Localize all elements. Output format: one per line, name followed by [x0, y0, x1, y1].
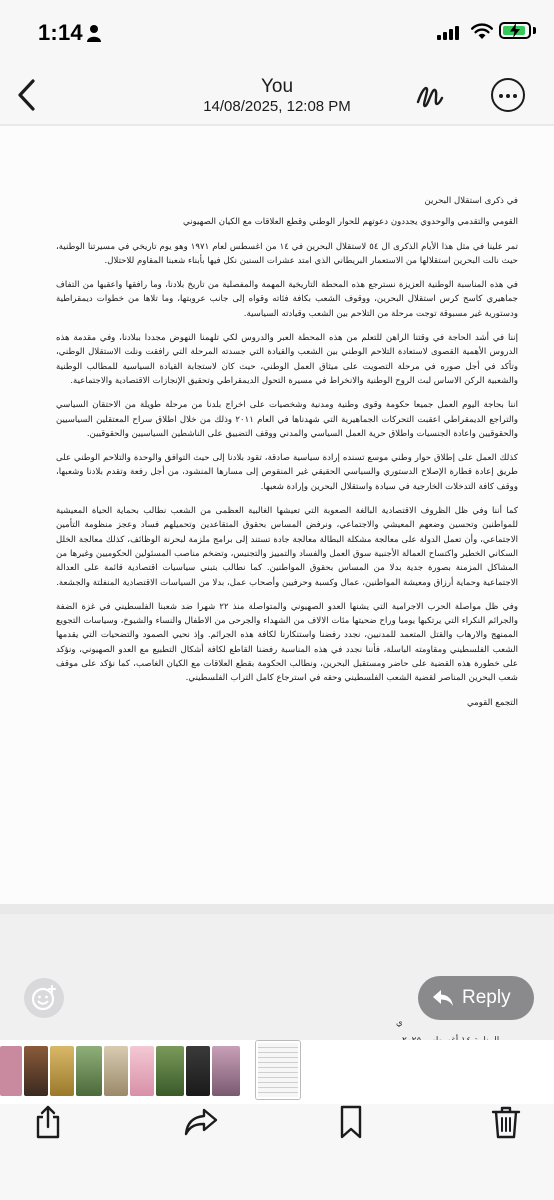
person-icon	[86, 24, 102, 42]
sender-name: You	[260, 76, 294, 97]
paragraph: وفي ظل مواصلة الحرب الاجرامية التي يشنها العدو الصهيوني والمتواصلة منذ ٢٢ شهرا ضد شعبنا الفلسطيني في غزة الضفة والجرائم النكراء التي يرتكبها يوميا وراح ضحيتها مئات الالاف من الشهداء والجرحى من الاطفال والنساء والشيوخ، وسياسات التجويع الممنهج والارهاب والقتل المتعمد للمدنيين، نجدد رفضنا واستنكارنا لكافة هذه الجرائم. وإذ نحيي الصمود والتضحيات التي يقدمها الشعب الفلسطيني ومقاومته الباسلة، فأننا نجدد في هذه المناسبة رفضنا القاطع لكافة أشكال التطبيع مع العدو الصهيوني، ونؤكد على خطورة هذه القضية على حاضر ومستقبل البحرين، ونطالب الحكومة بقطع العلاقات مع الكيان الغاصب، كما نؤكد على موقف شعب البحرين المناصر لقضية الشعب الفلسطيني وحقه في استرجاع كامل التراب الفلسطيني.	[56, 601, 519, 684]
status-time: 1:14	[38, 20, 83, 45]
document-page	[0, 126, 554, 904]
thumbnail[interactable]	[50, 1046, 74, 1096]
thumbnail[interactable]	[0, 1046, 22, 1096]
add-reaction-icon	[24, 978, 64, 1018]
paragraph: كما أننا وفي ظل الظروف الاقتصادية البالغة الصعوبة التي تعيشها الغالبية العظمى من الشعب نطالب بحماية الحياة المعيشية للمواطنين وتحسين وضعهم المعيشي والاجتماعي، ونرفض المساس بحقوق المتقاعدين وتحميلهم فساد وعجز منظومة التأمين الاجتماعي، وأن تعمل الدولة على معالجة مشكلة البطالة معالجة جادة تستند إلى برامج ملزمة لبحرنة الوظائف، كذلك معالجة الخلل السكاني الخطير واكتساح العمالة الأجنبية سوق العمل والفساد والتمييز والتجنيس، وتضخم مناصب المسئولين الحكوميين وغيرها من المشاكل المزمنة بصورة جدية بدلا من المساس بحقوق المواطنين. كما نطالب بتبني سياسيات اقتصادية قائمة على العدالة الاجتماعية وحماية أرزاق ومعيشة المواطنين، عمال وكسبة وحرفيين وأصحاب عمل، بدلا من السياسات الاقتصادية المنفلتة والجشعة.	[56, 506, 518, 588]
add-reaction-button[interactable]	[24, 978, 64, 1018]
nav-header	[0, 66, 554, 124]
letter-signature: التجمع القومي	[467, 697, 518, 708]
charging-bolt-icon	[508, 23, 522, 38]
thumbnail-selected[interactable]	[256, 1041, 300, 1099]
paragraph: تمر علينا في مثل هذا الأيام الذكرى ال ٥٤ لاستقلال البحرين في ١٤ من اغسطس لعام ١٩٧١ وهو يوم تاريخي في مسيرتنا الوطنية، حيث نالت البحرين استقلالها من الاستعمار البريطاني الذي امتد عشرات السنين نكل فيها بأبناء شعبنا المقاوم للاحتلال.	[56, 241, 518, 266]
thumbnail[interactable]	[212, 1046, 240, 1096]
letter-heading: في ذكرى استقلال البحرين	[424, 196, 518, 206]
paragraph: إننا في أشد الحاجة في وقتنا الراهن للتعلم من هذه المحطة العبر والدروس لكي تلهمنا النهوض مجددا ببلادنا، وفي مقدمة هذه الدروس الأهمية القصوى لاستعادة التلاحم الوطني بين الشعب والقيادة التي جسدته المرحلة التي رافقت ونلت الاستقلال الوطني، وتأكد في أجل صوره في مرحلة التصويت على ميثاق العمل الوطني، حيث كان لاستجابة القيادة السياسية للمطالب الوطنية والشعبية الركن الاساس لبث الروح الوطنية والانخراط في مسيرة التحول الديمقراطي وتحقيق الإنجازات الاقتصادية والاجتماعية.	[56, 333, 518, 386]
page2-fragment: ي	[396, 1018, 403, 1028]
thumbnail[interactable]	[156, 1046, 184, 1096]
message-timestamp: 14/08/2025, 12:08 PM	[203, 98, 351, 115]
paragraph: في هذه المناسبة الوطنية العزيزة نسترجع هذه المحطة التاريخية المهمة والمفصلية من تاريخ بلادنا، وما رافقها واعقبها من التفاف جماهيري كاسح كرس استقلال البحرين، ووقوف الشعب بكافة فئاته وقواه إلى جانب عروبتها، وما تلاها من خطوات ديمقراطية ودستورية غير مسبوقة توجت مرحلة من التلاحم بين الشعب وقيادته السياسية.	[56, 280, 518, 319]
letter-body	[56, 194, 518, 720]
thumbnail[interactable]	[130, 1046, 154, 1096]
battery-icon	[499, 22, 531, 39]
reply-button[interactable]	[418, 976, 534, 1020]
more-ellipsis-icon[interactable]	[491, 78, 525, 112]
document-viewer[interactable]	[0, 124, 554, 1124]
battery-tip	[533, 27, 536, 34]
thumbnail[interactable]	[24, 1046, 48, 1096]
status-bar	[0, 0, 554, 66]
thumbnail[interactable]	[186, 1046, 210, 1096]
reply-arrow-icon	[432, 989, 454, 1007]
paragraph: اننا بحاجة اليوم العمل جميعا حكومة وقوى وطنية ومدنية وشخصيات على اخراج بلدنا من مرحلة طويلة من الاحتقان السياسي والتراجع الديمقراطي اعقبت التحركات الجماهيرية التي شهدناها في العام ٢٠١١ وذلك من خلال اطلاق سراح المعتقلين السياسيين والحقوقيين واعادة الجنسيات واطلاق حرية العمل السياسي والمدني ووقف التضييق على الناشطين السياسيين والحقوقيين.	[56, 400, 518, 439]
thumbnail-strip[interactable]	[0, 1040, 554, 1104]
bottom-toolbar	[0, 1104, 554, 1200]
cellular-signal-icon	[437, 24, 459, 40]
reply-label: Reply	[462, 987, 511, 1008]
forward-icon[interactable]	[184, 1105, 218, 1139]
letter-subheading: القومي والتقدمي والوحدوي يجددون دعوتهم للحوار الوطني وقطع العلاقات مع الكيان الصهيوني	[183, 217, 518, 228]
trash-icon[interactable]	[491, 1105, 521, 1139]
bookmark-icon[interactable]	[336, 1105, 366, 1139]
wifi-icon	[470, 22, 494, 40]
share-icon[interactable]	[33, 1105, 63, 1139]
thumbnail[interactable]	[76, 1046, 102, 1096]
paragraph: كذلك العمل على إطلاق حوار وطني موسع تسنده إرادة سياسية صادقة، تقود بلادنا إلى حيث التوافق والوحدة والتلاحم الوطني على طريق إعادة قطارة الإصلاح الدستوري والسياسي الحقيقي غير المنقوص إلى مسارها المنشود، من أجل رفعة وتقدم بلادنا وشعبها، ووقف كافة التدخلات الخارجية في سيادة واستقلال البحرين وإرادة شعبها.	[56, 453, 518, 492]
markup-pen-icon[interactable]	[414, 80, 446, 112]
thumbnail[interactable]	[104, 1046, 128, 1096]
